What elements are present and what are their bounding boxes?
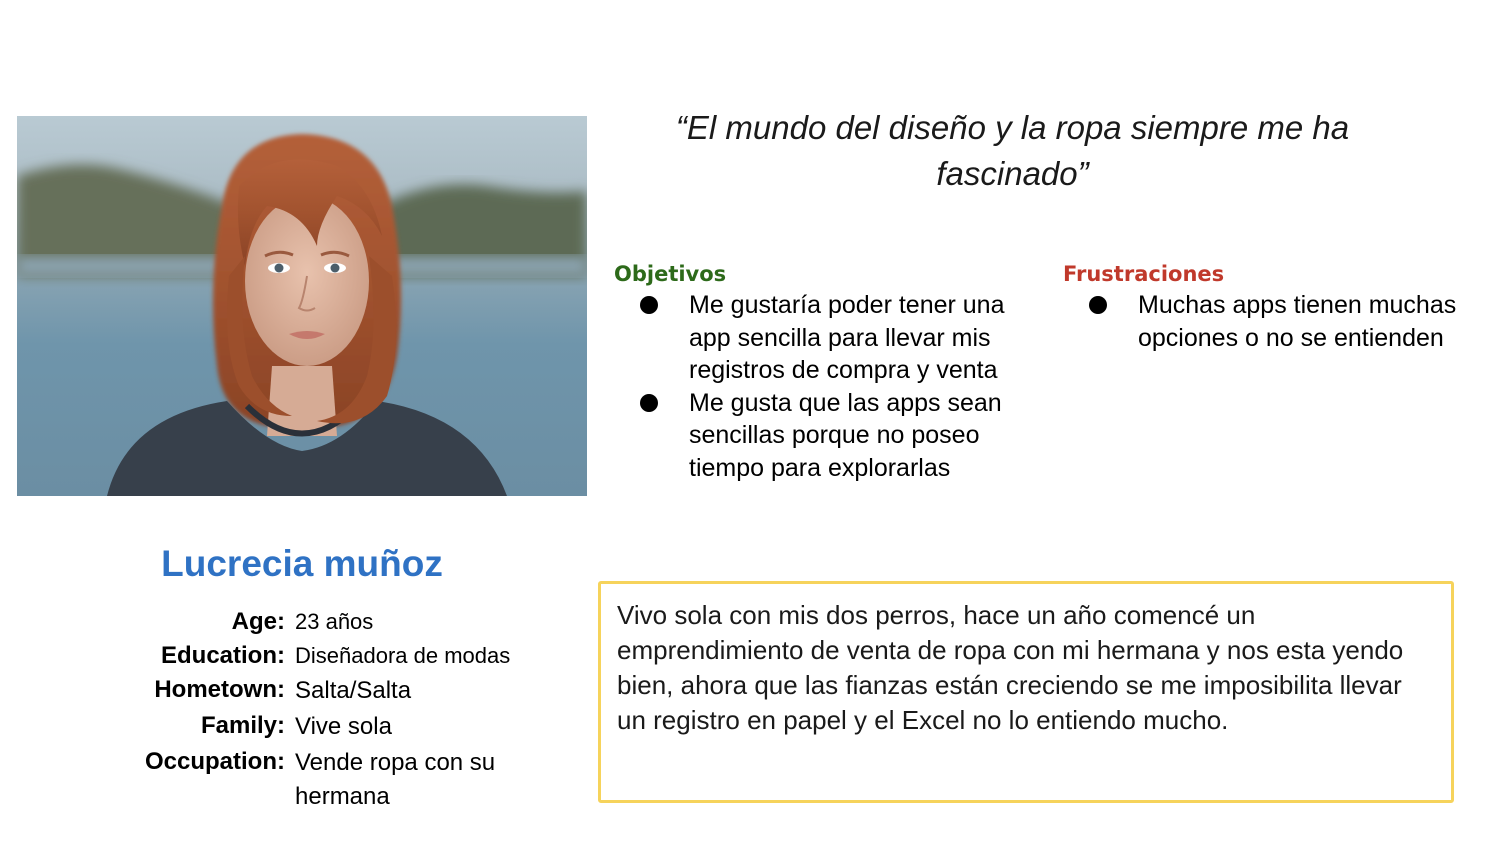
goals-list	[614, 289, 1014, 484]
list-item	[1063, 289, 1463, 354]
fact-label: Education:	[161, 642, 285, 669]
persona-photo	[17, 116, 587, 496]
fact-value: Salta/Salta	[295, 677, 412, 704]
list-item	[614, 289, 1014, 387]
persona-facts	[60, 606, 600, 816]
persona-quote: “El mundo del diseño y la ropa siempre me ha fascinado”	[675, 109, 1350, 192]
goal-text: Me gustaría poder tener una app sencilla para llevar mis registros de compra y venta	[689, 291, 1005, 384]
fact-row-family	[60, 710, 600, 744]
frustration-text: Muchas apps tienen muchas opciones o no se entienden	[1138, 291, 1457, 352]
goal-text: Me gusta que las apps sean sencillas porque no poseo tiempo para explorarlas	[689, 388, 1002, 482]
fact-row-occupation	[60, 746, 600, 814]
fact-value: 23 años	[295, 609, 374, 634]
fact-row-education	[60, 640, 600, 672]
fact-value: Vende ropa con su hermana	[295, 749, 496, 810]
frustrations-list	[1063, 289, 1463, 354]
fact-label: Age:	[231, 608, 285, 635]
fact-row-age	[60, 606, 600, 638]
persona-bio: Vivo sola con mis dos perros, hace un año comencé un emprendimiento de venta de ropa con mi hermana y nos esta yendo bien, ahora que las fianzas están creciendo se me imposibilita llevar un registro en papel y el Excel no lo entiendo mucho.	[598, 581, 1454, 803]
fact-label: Hometown:	[154, 676, 285, 703]
fact-label: Family:	[200, 712, 285, 739]
goals-section	[614, 262, 1014, 484]
list-item	[614, 387, 1014, 485]
fact-label: Occupation:	[144, 748, 285, 775]
bullet-icon	[640, 394, 658, 412]
bullet-icon	[1089, 296, 1107, 314]
fact-row-hometown	[60, 674, 600, 708]
persona-name: Lucrecia muñoz	[161, 543, 443, 584]
goals-title: Objetivos	[614, 262, 727, 286]
frustrations-section	[1063, 262, 1463, 354]
frustrations-title: Frustraciones	[1063, 262, 1225, 286]
bullet-icon	[640, 296, 658, 314]
fact-value: Vive sola	[295, 713, 392, 740]
fact-value: Diseñadora de modas	[295, 643, 511, 668]
